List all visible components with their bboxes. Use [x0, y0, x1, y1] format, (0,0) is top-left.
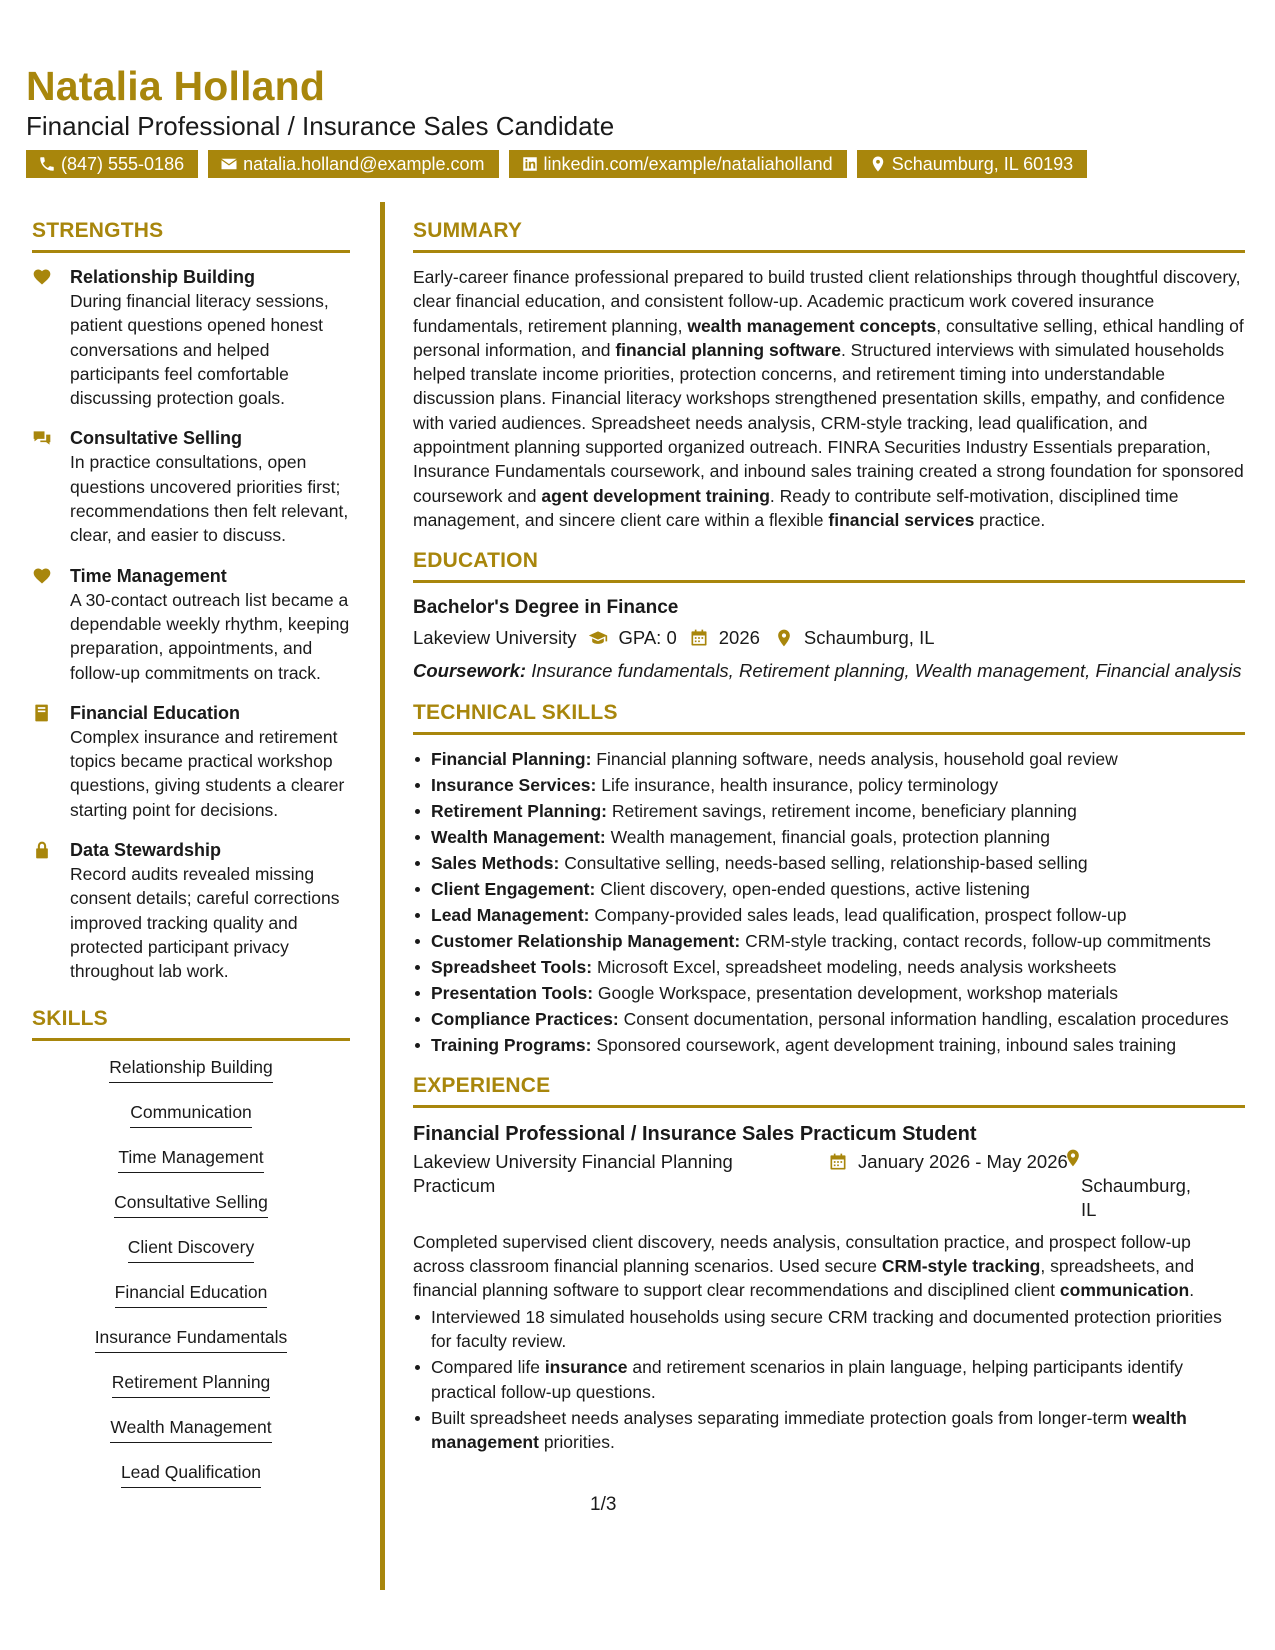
map-pin-icon	[869, 155, 887, 173]
tech-skill-text: Microsoft Excel, spreadsheet modeling, needs analysis worksheets	[592, 956, 1117, 977]
summary-text	[413, 265, 1245, 532]
experience-role: Financial Professional / Insurance Sales Practicum Student	[413, 1122, 977, 1145]
tech-skill-label: Presentation Tools:	[431, 982, 594, 1003]
skills-list	[32, 1055, 350, 1505]
tech-skill-label: Compliance Practices:	[431, 1008, 619, 1029]
strength-item	[32, 426, 350, 547]
experience-summary-highlight: communication	[1059, 1280, 1190, 1301]
bullet-highlight: insurance	[544, 1357, 628, 1378]
summary-highlight: financial services	[828, 509, 975, 530]
list-item	[413, 747, 1245, 771]
contact-phone-text: (847) 555-0186	[61, 154, 185, 174]
summary-title: SUMMARY	[413, 218, 1245, 253]
tech-skill-label: Customer Relationship Management:	[431, 930, 741, 951]
strength-title: Financial Education	[70, 702, 241, 723]
candidate-name: Natalia Holland	[26, 63, 326, 109]
experience-summary-segment: Completed supervised client discovery, needs analysis, consultation practice, and prospect follow-up across classroom financial planning scenarios. Used secure	[413, 1231, 1191, 1277]
calendar-icon	[828, 1152, 848, 1172]
heart-icon	[32, 267, 52, 287]
summary-segment: , consultative selling, ethical handling of personal information, and	[413, 315, 1244, 360]
list-item	[413, 981, 1245, 1005]
skill-item: Time Management	[118, 1145, 263, 1173]
list-item	[413, 1007, 1245, 1031]
tech-skill-text: Consent documentation, personal information handling, escalation procedures	[618, 1008, 1229, 1029]
resume-header	[26, 62, 1256, 178]
list-item	[413, 955, 1245, 979]
tech-skill-text: Retirement savings, retirement income, beneficiary planning	[607, 800, 1077, 821]
contact-email-text: natalia.holland@example.com	[243, 154, 485, 174]
experience-dates	[828, 1150, 1068, 1175]
experience-location: Schaumburg, IL	[1081, 1174, 1192, 1221]
tech-skill-label: Financial Planning:	[431, 748, 592, 769]
tech-skill-label: Retirement Planning:	[431, 800, 607, 821]
experience-summary-segment: .	[1189, 1280, 1195, 1301]
list-item	[413, 1033, 1245, 1057]
candidate-subtitle: Financial Professional / Insurance Sales Candidate	[26, 111, 615, 141]
contact-bar	[26, 150, 1256, 178]
list-item	[413, 877, 1245, 901]
education-title: EDUCATION	[413, 548, 1245, 583]
summary-highlight: financial planning software	[615, 339, 841, 360]
envelope-icon	[220, 155, 238, 173]
experience-dates-text: January 2026 - May 2026	[858, 1150, 1068, 1172]
education-degree: Bachelor's Degree in Finance	[413, 597, 679, 619]
education-gpa: GPA: 0	[618, 627, 677, 649]
bullet-text: Built spreadsheet needs analyses separating immediate protection goals from longer-term	[431, 1407, 1133, 1428]
column-divider	[380, 202, 385, 1590]
education-details	[413, 623, 1245, 653]
right-column	[413, 218, 1245, 1456]
tech-skill-text: Financial planning software, needs analysis, household goal review	[591, 748, 1118, 769]
tech-skill-text: Company-provided sales leads, lead qualification, prospect follow-up	[589, 904, 1127, 925]
experience-summary	[413, 1230, 1245, 1303]
skill-item: Retirement Planning	[112, 1370, 271, 1398]
strength-desc: During financial literacy sessions, patient questions opened honest conversations and helped participants feel comfortable discussing protection goals.	[70, 291, 329, 409]
education-school: Lakeview University	[413, 627, 577, 649]
summary-segment: . Ready to contribute self-motivation, disciplined time management, and sincere client care within a flexible	[413, 485, 1179, 530]
tech-skill-text: Sponsored coursework, agent development training, inbound sales training	[591, 1034, 1177, 1055]
skill-item: Relationship Building	[109, 1055, 272, 1083]
summary-highlight: agent development training	[541, 485, 770, 506]
tech-skill-text: Consultative selling, needs-based selling, relationship-based selling	[559, 852, 1088, 873]
skill-item: Financial Education	[115, 1280, 268, 1308]
coursework-label: Coursework:	[413, 660, 527, 682]
coursework-text: Insurance fundamentals, Retirement planning, Wealth management, Financial analysis	[526, 660, 1242, 682]
tech-skill-label: Insurance Services:	[431, 774, 597, 795]
tech-skill-label: Sales Methods:	[431, 852, 560, 873]
tech-skill-text: CRM-style tracking, contact records, follow-up commitments	[740, 930, 1211, 951]
experience-summary-segment: , spreadsheets, and financial planning software to support clear recommendations and disciplined client	[413, 1256, 1195, 1301]
heart-icon	[32, 566, 52, 586]
experience-summary-highlight: CRM-style tracking	[881, 1256, 1041, 1277]
tech-skill-label: Client Engagement:	[431, 878, 596, 899]
bullet-text: Compared life	[431, 1357, 545, 1378]
education-location: Schaumburg, IL	[803, 627, 935, 649]
experience-org: Lakeview University Financial Planning Practicum	[413, 1150, 733, 1197]
left-column	[32, 218, 350, 1505]
tech-skill-text: Google Workspace, presentation development, workshop materials	[593, 982, 1119, 1003]
strength-title: Data Stewardship	[70, 840, 222, 861]
experience-bullets	[413, 1305, 1245, 1455]
skill-item: Lead Qualification	[121, 1460, 261, 1488]
chat-icon	[32, 428, 52, 448]
tech-skill-label: Spreadsheet Tools:	[431, 956, 593, 977]
education-year: 2026	[718, 627, 760, 649]
skill-item: Client Discovery	[128, 1235, 254, 1263]
list-item	[413, 825, 1245, 849]
graduation-cap-icon	[588, 628, 608, 648]
contact-linkedin-text: linkedin.com/example/nataliaholland	[543, 154, 833, 174]
summary-segment: practice.	[974, 509, 1046, 530]
tech-skill-label: Lead Management:	[431, 904, 590, 925]
contact-linkedin[interactable]	[509, 150, 847, 178]
summary-highlight: wealth management concepts	[687, 315, 937, 336]
education-coursework	[413, 659, 1245, 684]
contact-location	[857, 150, 1087, 178]
strength-desc: Complex insurance and retirement topics became practical workshop questions, giving students a clearer starting point for decisions.	[70, 726, 345, 820]
book-icon	[32, 703, 52, 723]
list-item	[413, 773, 1245, 797]
strength-title: Consultative Selling	[70, 428, 243, 449]
strength-desc: A 30-contact outreach list became a dependable weekly rhythm, keeping preparation, appointments, and follow-up commitments on track.	[70, 589, 350, 683]
contact-location-text: Schaumburg, IL 60193	[891, 154, 1074, 174]
strength-item	[32, 701, 350, 822]
bullet-text: Interviewed 18 simulated households using secure CRM tracking and documented protection priorities for faculty review.	[431, 1306, 1222, 1351]
tech-skill-label: Wealth Management:	[431, 826, 606, 847]
strengths-title: STRENGTHS	[32, 218, 350, 253]
tech-skill-text: Wealth management, financial goals, protection planning	[605, 826, 1050, 847]
bullet-text: priorities.	[538, 1432, 615, 1453]
tech-skill-text: Life insurance, health insurance, policy terminology	[596, 774, 999, 795]
strength-item	[32, 265, 350, 410]
skill-item: Communication	[130, 1100, 252, 1128]
linkedin-icon	[521, 155, 539, 173]
list-item	[413, 903, 1245, 927]
phone-icon	[38, 155, 56, 173]
strength-desc: Record audits revealed missing consent details; careful corrections improved tracking quality and protected participant privacy throughout lab work.	[70, 864, 340, 982]
strength-desc: In practice consultations, open questions uncovered priorities first; recommendations then felt relevant, clear, and easier to discuss.	[70, 452, 349, 546]
strength-title: Time Management	[70, 565, 227, 586]
strength-item	[32, 564, 350, 685]
lock-icon	[32, 840, 52, 860]
contact-email[interactable]	[208, 150, 498, 178]
summary-segment: . Structured interviews with simulated households helped translate income priorities, protection concerns, and retirement timing into understandable discussion plans. Financial literacy workshops strengthened presentation skills, empathy, and confidence with varied audiences. Spreadsheet needs analysis, CRM-style tracking, lead qualification, and appointment planning supported organized outreach. FINRA Securities Industry Essentials preparation, Insurance Fundamentals coursework, and inbound sales training created a strong foundation for sponsored coursework and	[413, 339, 1244, 506]
tech-skill-text: Client discovery, open-ended questions, active listening	[595, 878, 1030, 899]
skill-item: Consultative Selling	[114, 1190, 268, 1218]
list-item	[413, 1355, 1245, 1404]
strength-item	[32, 838, 350, 983]
list-item	[413, 1305, 1245, 1354]
map-pin-icon	[774, 628, 794, 648]
list-item	[413, 1406, 1245, 1455]
list-item	[413, 929, 1245, 953]
bullet-highlight: wealth management	[431, 1407, 1187, 1453]
calendar-icon	[689, 628, 709, 648]
page-number: 1/3	[590, 1494, 617, 1515]
list-item	[413, 799, 1245, 823]
experience-title: EXPERIENCE	[413, 1073, 1245, 1108]
contact-phone[interactable]	[26, 150, 198, 178]
summary-segment: Early-career finance professional prepared to build trusted client relationships through thoughtful discovery, clear financial education, and consistent follow-up. Academic practicum work covered insurance fundamentals, retirement planning,	[413, 267, 1241, 336]
skills-title: SKILLS	[32, 1006, 350, 1041]
tech-skill-label: Training Programs:	[431, 1034, 592, 1055]
list-item	[413, 851, 1245, 875]
map-pin-icon	[1063, 1148, 1083, 1168]
strength-title: Relationship Building	[70, 267, 255, 287]
skill-item: Insurance Fundamentals	[95, 1325, 288, 1353]
skill-item: Wealth Management	[110, 1415, 271, 1443]
bullet-text: and retirement scenarios in plain language, helping participants identify practical follow-up questions.	[431, 1357, 1183, 1402]
technical-skills-list	[413, 747, 1245, 1057]
experience-meta	[413, 1148, 1245, 1228]
technical-skills-title: TECHNICAL SKILLS	[413, 700, 1245, 735]
